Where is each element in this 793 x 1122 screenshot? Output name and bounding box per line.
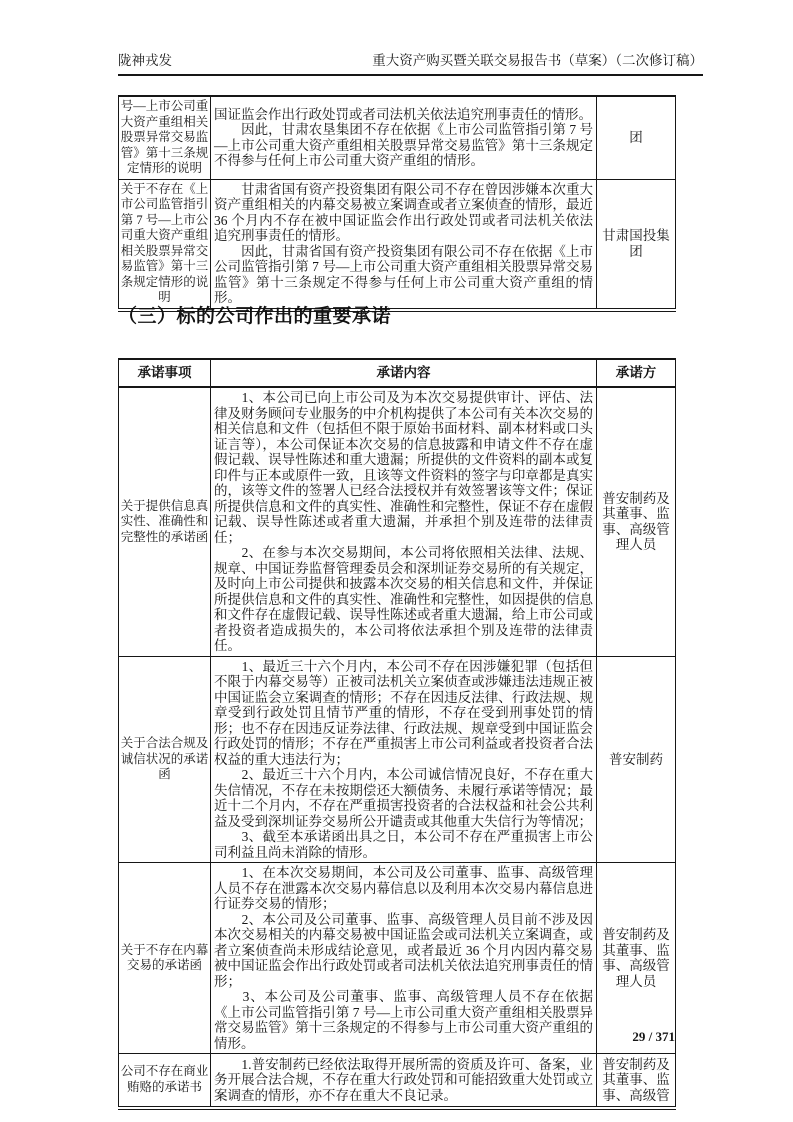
commitment-item-cell: 关于提供信息真实性、准确性和完整性的承诺函 (119, 387, 211, 656)
prior-commitments-table (118, 95, 676, 312)
table-row (119, 656, 676, 863)
table-row (119, 1054, 676, 1108)
section-heading: （三）标的公司作出的重要承诺 (118, 306, 392, 327)
commitment-party-cell: 甘肃国投集团 (597, 179, 676, 310)
commitment-content-cell: 1.普安制药已经依法取得开展所需的资质及许可、备案，业务开展合法合规，不存在重大行政处罚和可能招致重大处罚或立案调查的情形，亦不存在重大不良记录。 (211, 1054, 597, 1108)
column-header-party: 承诺方 (597, 359, 676, 387)
commitment-content-cell: 1、最近三十六个月内，本公司不存在因涉嫌犯罪（包括但不限于内幕交易等）正被司法机关立案侦查或涉嫌违法违规正被中国证监会立案调查的情形；不存在因违反法律、行政法规、规章受到行政处罚且情节严重的情形，不存在受到刑事处罚的情形；也不存在因违反证券法律、行政法规、规章受到中国证监会行政处罚的情形；不存在严重损害上市公司利益或者投资者合法权益的重大违法行为； 2、最近三十六个月内，本公司诚信情况良好，不存在重大失信情况，不存在未按期偿还大额债务、未履行承诺等情况；最近十二个月内，不存在严重损害投资者的合法权益和社会公共利益及受到深圳证券交易所公开谴责或其他重大失信行为等情况； 3、截至本承诺函出具之日，本公司不存在严重损害上市公司利益且尚未消除的情形。 (211, 656, 597, 863)
commitment-party-cell: 普安制药及其董事、监事、高级管理人员 (597, 863, 676, 1054)
header-report-title: 重大资产购买暨关联交易报告书（草案）（二次修订稿） (372, 53, 703, 68)
commitment-item-cell: 号—上市公司重大资产重组相关股票异常交易监管》第十三条规定情形的说明 (119, 96, 211, 179)
table-row (119, 387, 676, 656)
target-company-commitments-table (118, 358, 676, 1110)
commitment-item-cell: 公司不存在商业贿赂的承诺书 (119, 1054, 211, 1108)
table-header-row (119, 359, 676, 387)
table-row (119, 96, 676, 179)
commitment-item-cell: 关于合法合规及诚信状况的承诺函 (119, 656, 211, 863)
page-header (118, 52, 703, 76)
column-header-content: 承诺内容 (211, 359, 597, 387)
commitment-party-cell: 普安制药 (597, 656, 676, 863)
commitment-content-cell: 国证监会作出行政处罚或者司法机关依法追究刑事责任的情形。 因此，甘肃农垦集团不存在依据《上市公司监管指引第 7 号—上市公司重大资产重组相关股票异常交易监管》第十三条规定不得参与任何上市公司重大资产重组的情形。 (211, 96, 597, 179)
commitment-item-cell: 关于不存在《上市公司监管指引第 7 号—上市公司重大资产重组相关股票异常交易监管》第十三条规定情形的说明 (119, 179, 211, 310)
column-header-item: 承诺事项 (119, 359, 211, 387)
table-row (119, 179, 676, 310)
table-row (119, 863, 676, 1054)
commitment-content-cell: 1、本公司已向上市公司及为本次交易提供审计、评估、法律及财务顾问专业服务的中介机构提供了本公司有关本次交易的相关信息和文件（包括但不限于原始书面材料、副本材料或口头证言等），本公司保证本次交易的信息披露和申请文件不存在虚假记载、误导性陈述和重大遗漏；所提供的文件资料的副本或复印件与正本或原件一致，且该等文件资料的签字与印章都是真实的，该等文件的签署人已经合法授权并有效签署该等文件；保证所提供信息和文件的真实性、准确性和完整性，保证不存在虚假记载、误导性陈述或者重大遗漏，并承担个别及连带的法律责任； 2、在参与本次交易期间，本公司将依照相关法律、法规、规章、中国证券监督管理委员会和深圳证券交易所的有关规定，及时向上市公司提供和披露本次交易的相关信息和文件，并保证所提供信息和文件的真实性、准确性和完整性，如因提供的信息和文件存在虚假记载、误导性陈述或者重大遗漏，给上市公司或者投资者造成损失的，本公司将依法承担个别及连带的法律责任。 (211, 387, 597, 656)
commitment-item-cell: 关于不存在内幕交易的承诺函 (119, 863, 211, 1054)
commitment-content-cell: 1、在本次交易期间，本公司及公司董事、监事、高级管理人员不存在泄露本次交易内幕信息以及利用本次交易内幕信息进行证券交易的情形； 2、本公司及公司董事、监事、高级管理人员目前不涉及因本次交易相关的内幕交易被中国证监会或司法机关立案调查，或者立案侦查尚未形成结论意见，或者最近 36 个月内因内幕交易被中国证监会作出行政处罚或者司法机关依法追究刑事责任的情形； 3、本公司及公司董事、监事、高级管理人员不存在依据《上市公司监管指引第 7 号—上市公司重大资产重组相关股票异常交易监管》第十三条规定的不得参与上市公司重大资产重组的情形。 (211, 863, 597, 1054)
page-number: 29 / 371 (632, 1029, 675, 1044)
commitment-content-cell: 甘肃省国有资产投资集团有限公司不存在曾因涉嫌本次重大资产重组相关的内幕交易被立案调查或者立案侦查的情形，最近 36 个月内不存在被中国证监会作出行政处罚或者司法机关依法追究刑事责任的情形。 因此，甘肃省国有资产投资集团有限公司不存在依据《上市公司监管指引第 7 号—上市公司重大资产重组相关股票异常交易监管》第十三条规定不得参与任何上市公司重大资产重组的情形。 (211, 179, 597, 310)
header-short-title: 陇神戎发 (118, 53, 172, 68)
commitment-party-cell: 普安制药及其董事、监事、高级管 (597, 1054, 676, 1108)
commitment-party-cell: 普安制药及其董事、监事、高级管理人员 (597, 387, 676, 656)
commitment-party-cell: 团 (597, 96, 676, 179)
